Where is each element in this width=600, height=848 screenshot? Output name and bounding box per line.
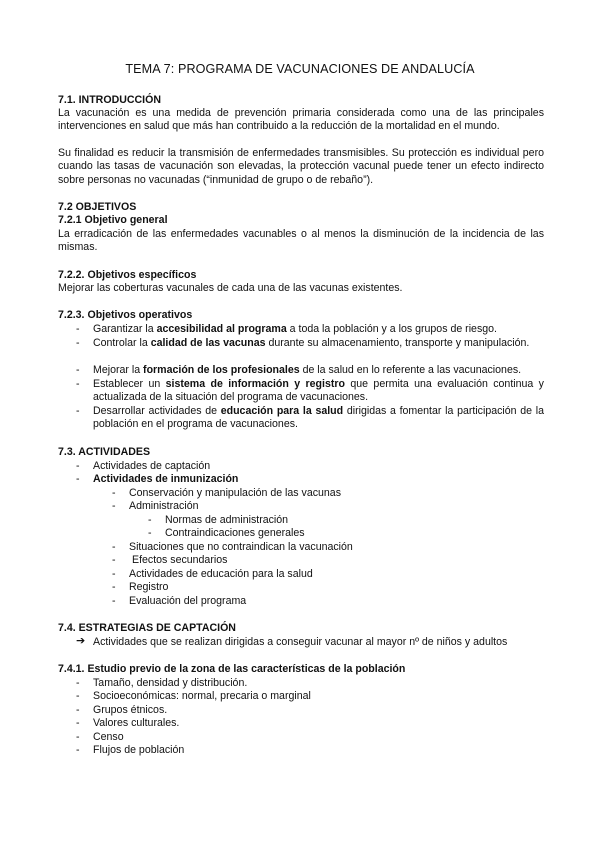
list-dash: - xyxy=(76,364,80,376)
activity-subitem: Evaluación del programa xyxy=(129,595,247,607)
list-dash: - xyxy=(148,527,152,539)
list-dash: - xyxy=(112,487,116,499)
list-dash: - xyxy=(148,514,152,526)
section-7-1-heading: 7.1. INTRODUCCIÓN xyxy=(58,94,162,106)
list-dash: - xyxy=(112,581,116,593)
operative-objective-item: Garantizar la accesibilidad al programa a toda la población y a los grupos de riesgo. xyxy=(93,323,497,335)
list-dash: - xyxy=(76,744,80,756)
section-7-1-paragraph-2: Su finalidad es reducir la transmisión de enfermedades transmisibles. Su protección es individual pero cuando las tasas de vacunación son elevadas, la protección vacunal puede tener un efecto indirecto sobre personas no vacunadas (“inmunidad de grupo o de rebaño”). xyxy=(58,147,544,186)
activity-subitem: Actividades de educación para la salud xyxy=(129,568,313,580)
activity-subsubitem: Normas de administración xyxy=(165,514,289,526)
activity-subsubitem: Contraindicaciones generales xyxy=(165,527,305,539)
section-7-3-heading: 7.3. ACTIVIDADES xyxy=(58,446,151,458)
operative-objective-item: Desarrollar actividades de educación para la salud dirigidas a fomentar la participación de la población en el programa de vacunaciones. xyxy=(93,405,544,431)
activity-subitem: Efectos secundarios xyxy=(132,554,228,566)
activity-subitem: Registro xyxy=(129,581,169,593)
list-dash: - xyxy=(76,405,80,417)
list-dash: - xyxy=(76,731,80,743)
list-dash: - xyxy=(76,378,80,390)
population-item: Censo xyxy=(93,731,124,743)
list-dash: - xyxy=(76,323,80,335)
population-item: Valores culturales. xyxy=(93,717,180,729)
list-dash: - xyxy=(112,568,116,580)
list-dash: - xyxy=(76,690,80,702)
operative-objective-item: Controlar la calidad de las vacunas durante su almacenamiento, transporte y manipulación. xyxy=(93,337,530,349)
list-dash: - xyxy=(76,717,80,729)
activity-subitem: Conservación y manipulación de las vacunas xyxy=(129,487,341,499)
population-item: Socioeconómicas: normal, precaria o marginal xyxy=(93,690,311,702)
operative-objective-item: Mejorar la formación de los profesionales de la salud en lo referente a las vacunaciones. xyxy=(93,364,522,376)
section-7-4-1-heading: 7.4.1. Estudio previo de la zona de las características de la población xyxy=(58,663,406,675)
captacion-description: Actividades que se realizan dirigidas a conseguir vacunar al mayor nº de niños y adultos xyxy=(93,636,508,648)
section-7-2-3-heading: 7.2.3. Objetivos operativos xyxy=(58,309,193,321)
activity-item: Actividades de inmunización xyxy=(93,473,239,485)
list-dash: - xyxy=(112,500,116,512)
section-7-1-paragraph-1: La vacunación es una medida de prevención primaria considerada como una de las principales intervenciones en salud que más han contribuido a la reducción de la mortalidad en el mundo. xyxy=(58,107,544,133)
document-title: TEMA 7: PROGRAMA DE VACUNACIONES DE ANDALUCÍA xyxy=(125,62,475,76)
list-dash: - xyxy=(112,595,116,607)
section-7-2-1-heading: 7.2.1 Objetivo general xyxy=(58,214,168,226)
list-dash: - xyxy=(76,460,80,472)
population-item: Tamaño, densidad y distribución. xyxy=(93,677,248,689)
arrow-icon: ➔ xyxy=(76,635,86,647)
list-dash: - xyxy=(76,337,80,349)
activity-item: Actividades de captación xyxy=(93,460,211,472)
section-7-4-heading: 7.4. ESTRATEGIAS DE CAPTACIÓN xyxy=(58,622,236,634)
operative-objective-item: Establecer un sistema de información y registro que permita una evaluación continua y actualizada de la situación del programa de vacunaciones. xyxy=(93,378,544,404)
list-dash: - xyxy=(76,677,80,689)
section-7-2-2-text: Mejorar las coberturas vacunales de cada una de las vacunas existentes. xyxy=(58,282,403,294)
activity-subitem: Administración xyxy=(129,500,199,512)
section-7-2-heading: 7.2 OBJETIVOS xyxy=(58,201,137,213)
activity-subitem: Situaciones que no contraindican la vacunación xyxy=(129,541,353,553)
list-dash: - xyxy=(112,554,116,566)
section-7-2-2-heading: 7.2.2. Objetivos específicos xyxy=(58,269,197,281)
list-dash: - xyxy=(112,541,116,553)
section-7-2-1-text: La erradicación de las enfermedades vacunables o al menos la disminución de la incidencia de las mismas. xyxy=(58,228,544,254)
list-dash: - xyxy=(76,704,80,716)
population-item: Grupos étnicos. xyxy=(93,704,168,716)
list-dash: - xyxy=(76,473,80,485)
population-item: Flujos de población xyxy=(93,744,185,756)
